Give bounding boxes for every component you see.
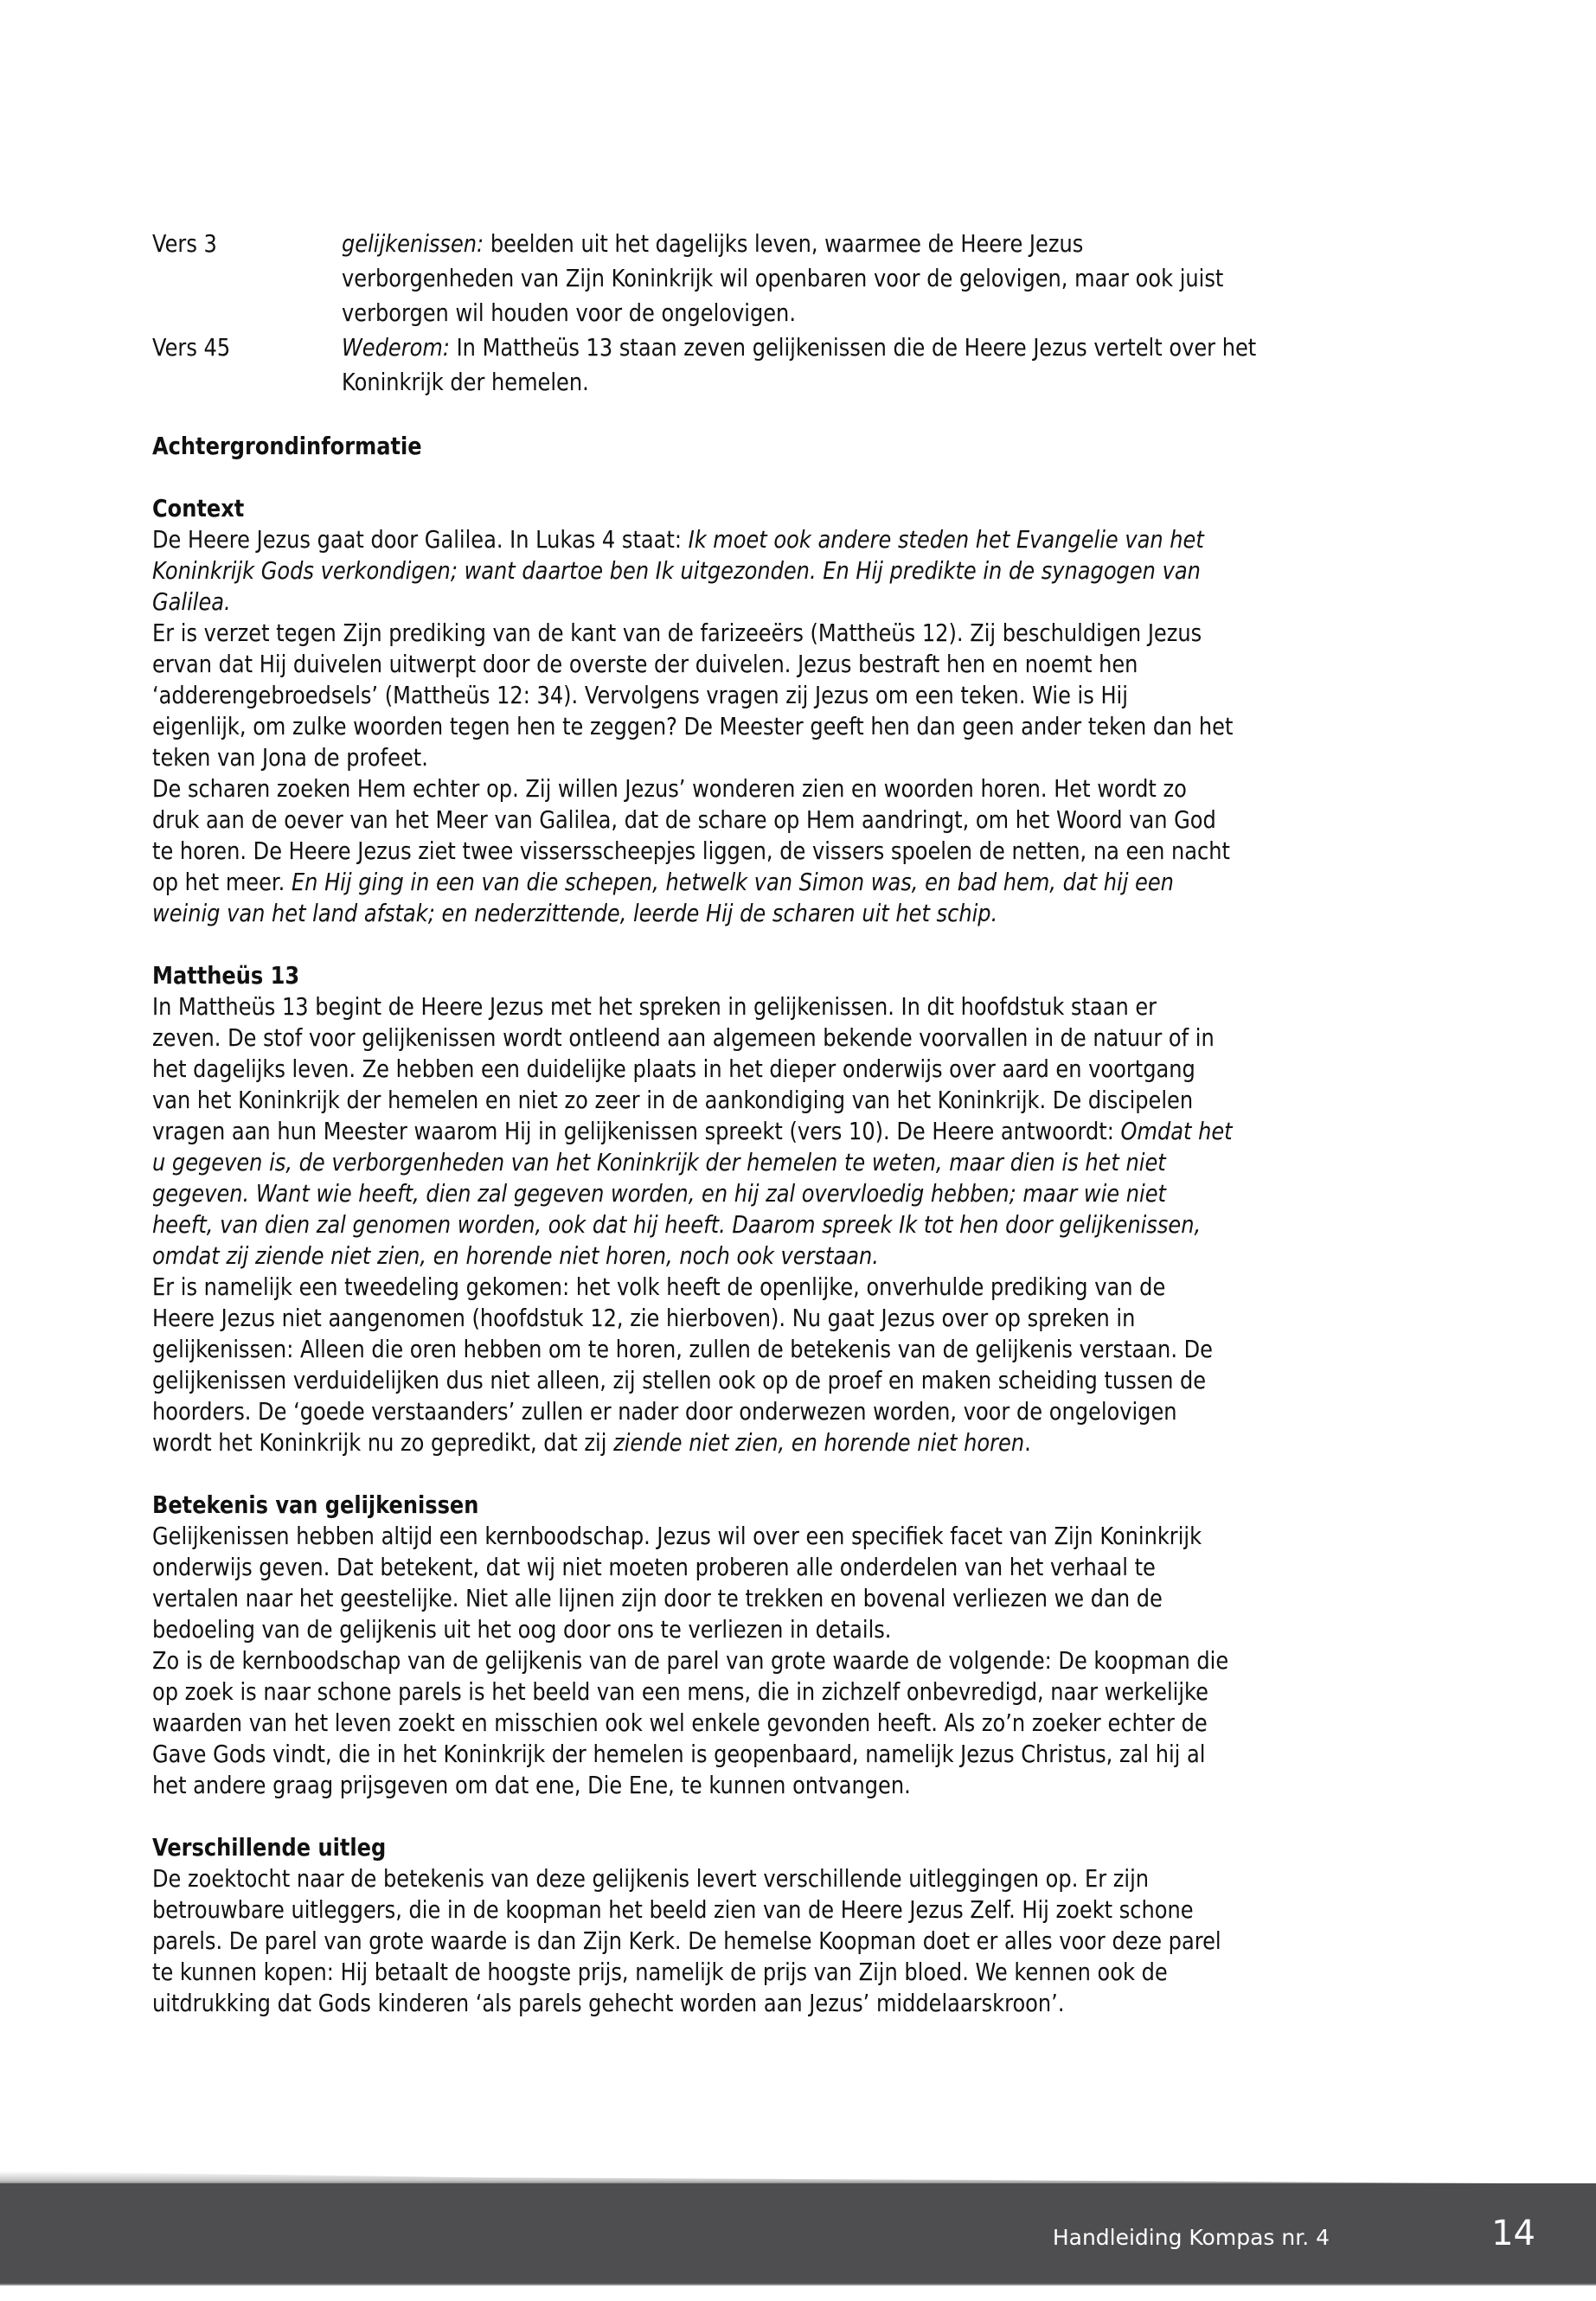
verse-note [152,330,1407,400]
text-line [152,1054,1231,1085]
text-line [152,1427,1231,1458]
text-line [342,261,1258,296]
text-line [152,1894,1231,1926]
page-footer [0,2171,1596,2284]
text-line [152,618,1231,649]
text-run: eigenlijk, om zulke woorden tegen hen te zeggen? De Meester geeft hen dan geen ander teken dan het [152,712,1234,740]
text-run: Gelijkenissen hebben altijd een kernboodschap. Jezus wil over een specifiek facet van Zijn Koninkrijk [152,1522,1202,1550]
text-line [152,1303,1231,1334]
footer-title: Handleiding Kompas nr. 4 [1052,2225,1330,2250]
text-line [152,555,1231,586]
text-line [152,524,1231,555]
text-line [152,1614,1231,1645]
section-verschillende-uitleg [152,1832,1407,2019]
text-run: wordt het Koninkrijk nu zo gepredikt, dat zij [152,1428,614,1457]
verse-note [152,227,1407,330]
text-line [152,711,1234,742]
text-line [152,1272,1231,1303]
text-run: te horen. De Heere Jezus ziet twee vissersscheepjes liggen, de vissers spoelen de netten, na een nacht [152,836,1231,865]
italic-quote: heeft, van dien zal genomen worden, ook dat hij heeft. Daarom spreek Ik tot hen door gelijkenissen, [152,1210,1202,1239]
italic-quote: En Hij ging in een van die schepen, hetwelk van Simon was, en bad hem, dat hij een [291,868,1174,896]
text-line [152,1365,1231,1396]
footer-bar [0,2183,1596,2285]
main-heading: Achtergrondinformatie [152,432,422,460]
text-line [152,1926,1231,1957]
text-line [152,649,1231,680]
text-run: het dagelijks leven. Ze hebben een duidelijke plaats in het dieper onderwijs over aard en voortgang [152,1054,1195,1083]
text-line [152,804,1231,836]
text-line [152,1085,1231,1116]
text-run: vertalen naar het geestelijke. Niet alle lijnen zijn door te trekken en bovenal verliezen we dan de [152,1584,1163,1612]
text-line [152,898,1231,929]
italic-quote: weinig van het land afstak; en nederzittende, leerde Hij de scharen uit het schip. [152,899,998,927]
italic-quote: u gegeven is, de verborgenheden van het Koninkrijk der hemelen te weten, maar dien is het niet [152,1148,1166,1176]
text-line [152,1209,1231,1240]
italic-quote: Koninkrijk Gods verkondigen; want daartoe ben Ik uitgezonden. En Hij predikte in de synagogen van [152,556,1201,585]
text-run: Er is verzet tegen Zijn prediking van de kant van de farizeeërs (Mattheüs 12). Zij beschuldigen Jezus [152,619,1202,647]
spacer [152,462,1407,493]
text-line [152,1739,1231,1770]
italic-quote: omdat zij ziende niet zien, en horende niet horen, noch ook verstaan. [152,1241,879,1270]
text-run: Koninkrijk der hemelen. [342,368,589,396]
text-line [152,1396,1231,1427]
text-line [152,867,1231,898]
text-line [152,1521,1231,1552]
text-line [342,365,1258,400]
text-run: De Heere Jezus gaat door Galilea. In Lukas 4 staat: [152,525,689,554]
verse-definition [342,330,1407,400]
text-line [152,680,1231,711]
text-run: van het Koninkrijk der hemelen en niet zo zeer in de aankondiging van het Koninkrijk. De discipelen [152,1086,1194,1114]
text-line [342,330,1258,365]
text-run: gelijkenissen: Alleen die oren hebben om te horen, zullen de betekenis van de gelijkenis verstaan. De [152,1335,1213,1363]
text-line [152,1770,1231,1801]
spacer [152,400,1407,431]
text-run: In Mattheüs 13 staan zeven gelijkenissen die de Heere Jezus vertelt over het [449,333,1257,362]
verse-label [152,330,342,400]
text-run: In Mattheüs 13 begint de Heere Jezus met het spreken in gelijkenissen. In dit hoofdstuk staan er [152,992,1157,1021]
text-run: Er is namelijk een tweedeling gekomen: het volk heeft de openlijke, onverhulde prediking van de [152,1272,1166,1301]
text-line [152,742,1231,773]
text-run: Zo is de kernboodschap van de gelijkenis van de parel van grote waarde de volgende: De koopman die [152,1646,1229,1675]
page-number: 14 [1491,2214,1535,2253]
text-run: bedoeling van de gelijkenis uit het oog door ons te verliezen in details. [152,1615,892,1644]
italic-quote: Ik moet ook andere steden het Evangelie van het [688,525,1204,554]
text-line [152,1552,1231,1583]
spacer [152,929,1407,960]
text-run: betrouwbare uitleggers, die in de koopman het beeld zien van de Heere Jezus Zelf. Hij zoekt schone [152,1895,1194,1924]
text-run: druk aan de oever van het Meer van Galilea, dat de schare op Hem aandringt, om het Woord van God [152,805,1216,834]
text-run: waarden van het leven zoekt en misschien ook wel enkele gevonden heeft. Als zo’n zoeker echter de [152,1708,1208,1737]
verse-label-text: Vers 45 [152,333,231,362]
text-line [152,1676,1231,1708]
text-run: Heere Jezus niet aangenomen (hoofdstuk 12, zie hierboven). Nu gaat Jezus over op spreken in [152,1304,1136,1332]
text-run: De zoektocht naar de betekenis van deze gelijkenis levert verschillende uitleggingen op. Er zijn [152,1864,1150,1893]
verse-label-text: Vers 3 [152,229,217,258]
text-run: parels. De parel van grote waarde is dan Zijn Kerk. De hemelse Koopman doet er alles voor deze parel [152,1926,1221,1955]
text-run: gelijkenissen verduidelijken dus niet alleen, zij stellen ook op de proef en maken scheiding tussen de [152,1366,1207,1394]
text-run: ervan dat Hij duivelen uitwerpt door de overste der duivelen. Jezus bestraft hen en noemt hen [152,650,1138,678]
text-run: De scharen zoeken Hem echter op. Zij willen Jezus’ wonderen zien en woorden horen. Het wordt zo [152,774,1187,803]
text-line [152,1988,1231,2019]
text-run: te kunnen kopen: Hij betaalt de hoogste prijs, namelijk de prijs van Zijn bloed. We kennen ook de [152,1958,1168,1986]
text-run: op het meer. [152,868,292,896]
spacer [152,1801,1407,1832]
text-run: ‘adderengebroedsels’ (Mattheüs 12: 34). Vervolgens vragen zij Jezus om een teken. Wie is Hij [152,681,1128,709]
italic-quote: ziende niet zien, en horende niet horen [613,1428,1025,1457]
section-matthe-s-13 [152,960,1407,1490]
italic-quote: Omdat het [1120,1117,1233,1145]
text-run: teken van Jona de profeet. [152,743,428,772]
text-line [152,1583,1231,1614]
text-line [342,227,1258,261]
spacer [152,1458,1407,1490]
text-run: uitdrukking dat Gods kinderen ‘als parels gehecht worden aan Jezus’ middelaarskroon’. [152,1989,1065,2017]
verse-notes [152,227,1407,400]
text-run: verborgenheden van Zijn Koninkrijk wil openbaren voor de gelovigen, maar ook juist [342,264,1224,292]
text-line [152,836,1231,867]
text-line [342,296,1258,330]
text-line [152,1863,1231,1894]
text-run: vragen aan hun Meester waarom Hij in gelijkenissen spreekt (vers 10). De Heere antwoordt: [152,1117,1121,1145]
section-betekenis-van-gelijkenissen [152,1490,1407,1832]
text-run: verborgen wil houden voor de ongelovigen. [342,298,796,327]
text-line [152,773,1231,804]
italic-quote: gegeven. Want wie heeft, dien zal gegeven worden, en hij zal overvloedig hebben; maar wie niet [152,1179,1166,1208]
text-run: zeven. De stof voor gelijkenissen wordt ontleend aan algemeen bekende voorvallen in de natuur of in [152,1023,1215,1052]
text-line [152,1334,1231,1365]
text-line [152,1708,1231,1739]
text-run: beelden uit het dagelijks leven, waarmee de Heere Jezus [484,229,1084,258]
italic-quote: Wederom: [342,333,450,362]
text-line [152,1147,1231,1178]
text-line [152,1240,1231,1272]
italic-quote: gelijkenissen: [342,229,484,258]
text-run: het andere graag prijsgeven om dat ene, Die Ene, te kunnen ontvangen. [152,1771,911,1799]
italic-quote: Galilea. [152,587,231,616]
text-line [152,1645,1231,1676]
section-heading: Mattheüs 13 [152,961,300,990]
text-line [152,991,1231,1022]
text-line [152,1022,1231,1054]
text-line [152,1116,1231,1147]
text-run: op zoek is naar schone parels is het beeld van een mens, die in zichzelf onbevredigd, naar werkelijke [152,1677,1208,1706]
section-heading: Betekenis van gelijkenissen [152,1490,479,1519]
text-line [152,1957,1231,1988]
section-heading: Context [152,494,245,522]
sections [152,493,1407,2019]
section-heading: Verschillende uitleg [152,1833,387,1862]
text-line [152,1178,1231,1209]
text-run: onderwijs geven. Dat betekent, dat wij niet moeten proberen alle onderdelen van het verhaal te [152,1553,1156,1581]
section-context [152,493,1407,960]
text-run: hoorders. De ‘goede verstaanders’ zullen er nader door onderwezen worden, voor de ongelovigen [152,1397,1177,1426]
text-run: Gave Gods vindt, die in het Koninkrijk der hemelen is geopenbaard, namelijk Jezus Christus, zal hij al [152,1740,1206,1768]
verse-definition [342,227,1407,330]
verse-label [152,227,342,330]
text-line [152,586,1231,618]
page-content [152,227,1407,2019]
text-run: . [1024,1428,1031,1457]
